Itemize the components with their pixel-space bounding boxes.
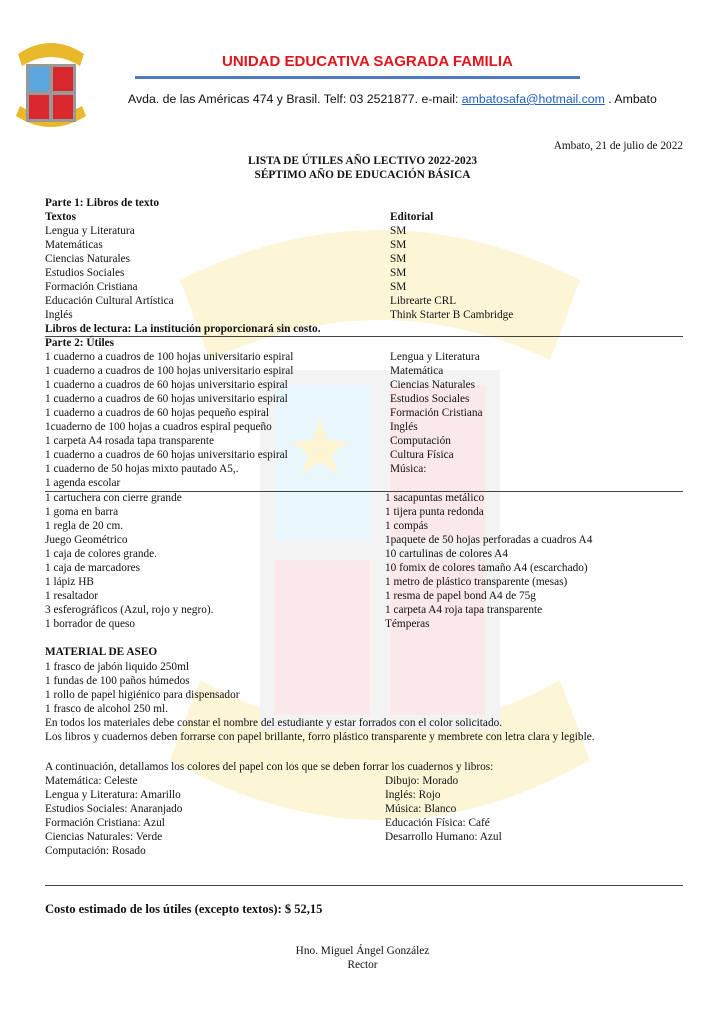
left-text: Los libros y cuadernos deben forrarse con papel brillante, forro plástico transparente y membrete con letra clara y legible.	[45, 731, 595, 743]
left-text: Hno. Miguel Ángel González	[295, 945, 430, 957]
left-text: 1 resaltador	[45, 590, 99, 602]
left-text: 1 fundas de 100 paños húmedos	[45, 675, 190, 687]
table-row	[45, 392, 685, 406]
right-text: 1 sacapuntas metálico	[385, 492, 485, 504]
table-row	[45, 491, 685, 505]
address-line	[128, 92, 657, 106]
right-text: 1 metro de plástico transparente (mesas)	[385, 576, 568, 588]
right-text: Desarrollo Humano: Azul	[385, 831, 502, 843]
left-text: 3 esferográficos (Azul, rojo y negro).	[45, 604, 214, 616]
left-text: 1 cuaderno a cuadros de 60 hojas universitario espiral	[45, 449, 288, 461]
right-text: Música: Blanco	[385, 803, 457, 815]
left-text: Ciencias Naturales	[45, 253, 131, 265]
right-text: Computación	[390, 435, 451, 447]
right-text: 1 compás	[385, 520, 428, 532]
table-row	[45, 462, 685, 476]
left-text: Parte 1: Libros de texto	[45, 197, 159, 209]
table-row	[45, 224, 685, 238]
left-text: 1 cuaderno a cuadros de 100 hojas universitario espiral	[45, 365, 294, 377]
left-text: Inglés	[45, 309, 73, 321]
right-text: Librearte CRL	[390, 295, 457, 307]
table-row	[45, 252, 685, 266]
right-text: SM	[390, 225, 407, 237]
left-text: 1 cuaderno de 50 hojas mixto pautado A5,.	[45, 463, 239, 475]
left-text: Computación: Rosado	[45, 845, 146, 857]
signature-role	[0, 958, 725, 972]
list-item	[45, 674, 685, 688]
left-text: 1 goma en barra	[45, 506, 119, 518]
left-text: Lengua y Literatura	[45, 225, 135, 237]
table-row	[45, 238, 685, 252]
left-text: Formación Cristiana	[45, 281, 138, 293]
table-row	[45, 603, 685, 617]
left-text: Lengua y Literatura: Amarillo	[45, 789, 181, 801]
table-row	[45, 406, 685, 420]
divider	[45, 885, 683, 886]
left-text: 1 cartuchera con cierre grande	[45, 492, 182, 504]
right-text: Formación Cristiana	[390, 407, 483, 419]
left-text: Estudios Sociales	[45, 267, 125, 279]
table-row	[45, 308, 685, 322]
left-text: 1 frasco de jabón liquido 250ml	[45, 661, 190, 673]
table-row	[45, 547, 685, 561]
right-text: Inglés: Rojo	[385, 789, 441, 801]
right-text: Educación Física: Café	[385, 817, 490, 829]
table-row	[45, 476, 685, 490]
right-text: Inglés	[390, 421, 418, 433]
color-row	[45, 774, 685, 788]
left-text: Ciencias Naturales: Verde	[45, 831, 163, 843]
color-row	[45, 844, 685, 858]
right-text: 1 carpeta A4 roja tapa transparente	[385, 604, 543, 616]
right-text: Matemática	[390, 365, 444, 377]
left-text: 1 agenda escolar	[45, 477, 121, 489]
color-row	[45, 816, 685, 830]
left-text: 1 caja de colores grande.	[45, 548, 157, 560]
table-row	[45, 364, 685, 378]
table-row	[45, 294, 685, 308]
table-row	[45, 589, 685, 603]
left-text: 1 cuaderno a cuadros de 100 hojas universitario espiral	[45, 351, 294, 363]
right-text: 1 resma de papel bond A4 de 75g	[385, 590, 536, 602]
table-row	[45, 378, 685, 392]
signature-name	[0, 944, 725, 958]
left-text: En todos los materiales debe constar el nombre del estudiante y estar forrados con el color solicitado.	[45, 717, 503, 729]
left-text: 1 regla de 20 cm.	[45, 520, 124, 532]
left-text: 1cuaderno de 100 hojas a cuadros espiral pequeño	[45, 421, 272, 433]
table-row	[45, 617, 685, 631]
right-text: Lengua y Literatura	[390, 351, 480, 363]
right-text: 10 cartulinas de colores A4	[385, 548, 508, 560]
table-header	[45, 210, 685, 224]
note	[45, 322, 685, 336]
left-text: Juego Geométrico	[45, 534, 128, 546]
left-text: 1 frasco de alcohol 250 ml.	[45, 703, 168, 715]
school-logo	[12, 36, 90, 134]
color-row	[45, 802, 685, 816]
left-text: Costo estimado de los útiles (excepto textos): $ 52,15	[45, 902, 323, 916]
list-item	[45, 702, 685, 716]
section-heading	[45, 196, 685, 210]
table-row	[45, 575, 685, 589]
right-text: 1paquete de 50 hojas perforadas a cuadros A4	[385, 534, 593, 546]
left-text: Rector	[347, 959, 378, 971]
right-text: SM	[390, 239, 407, 251]
table-row	[45, 266, 685, 280]
left-text: Libros de lectura: La institución proporcionará sin costo.	[45, 323, 321, 335]
date: Ambato, 21 de julio de 2022	[553, 140, 683, 152]
list-item	[45, 688, 685, 702]
left-text: Matemáticas	[45, 239, 103, 251]
right-text: Témperas	[385, 618, 430, 630]
right-text: SM	[390, 281, 407, 293]
right-text: Think Starter B Cambridge	[390, 309, 514, 321]
table-row	[45, 533, 685, 547]
left-text: Formación Cristiana: Azul	[45, 817, 165, 829]
color-row	[45, 788, 685, 802]
table-row	[45, 448, 685, 462]
right-text: SM	[390, 267, 407, 279]
left-text: 1 rollo de papel higiénico para dispensador	[45, 689, 240, 701]
right-text: Estudios Sociales	[390, 393, 470, 405]
left-text: Matemática: Celeste	[45, 775, 138, 787]
color-row	[45, 830, 685, 844]
table-row	[45, 505, 685, 519]
school-name: UNIDAD EDUCATIVA SAGRADA FAMILIA	[222, 53, 513, 70]
right-text: 10 fomix de colores tamaño A4 (escarchado)	[385, 562, 588, 574]
list-item	[45, 660, 685, 674]
right-text: Cultura Física	[390, 449, 454, 461]
header-rule	[135, 76, 580, 79]
table-row	[45, 561, 685, 575]
left-text: 1 carpeta A4 rosada tapa transparente	[45, 435, 215, 447]
right-text: Dibujo: Morado	[385, 775, 459, 787]
table-row	[45, 519, 685, 533]
table-row	[45, 434, 685, 448]
note	[45, 716, 685, 730]
table-row	[45, 350, 685, 364]
left-text: 1 caja de marcadores	[45, 562, 141, 574]
left-text: MATERIAL DE ASEO	[45, 646, 158, 658]
left-text: 1 cuaderno a cuadros de 60 hojas universitario espiral	[45, 379, 288, 391]
left-text: A continuación, detallamos los colores del papel con los que se deben forrar los cuadernos y libros:	[45, 761, 494, 773]
table-row	[45, 280, 685, 294]
left-text: Estudios Sociales: Anaranjado	[45, 803, 183, 815]
intro	[45, 760, 685, 774]
title: LISTA DE ÚTILES AÑO LECTIVO 2022-2023	[247, 155, 477, 167]
right-text: 1 tijera punta redonda	[385, 506, 484, 518]
subtitle: SÉPTIMO AÑO DE EDUCACIÓN BÁSICA	[254, 169, 471, 181]
left-text: 1 cuaderno a cuadros de 60 hojas pequeño espiral	[45, 407, 269, 419]
left-text: 1 borrador de queso	[45, 618, 136, 630]
left-text: Textos	[45, 211, 76, 223]
section-heading	[45, 645, 685, 659]
right-text: Editorial	[390, 211, 434, 223]
left-text: 1 cuaderno a cuadros de 60 hojas universitario espiral	[45, 393, 288, 405]
note	[45, 730, 685, 744]
right-text: Música:	[390, 463, 427, 475]
left-text: 1 lápiz HB	[45, 576, 94, 588]
city: . Ambato	[604, 92, 657, 106]
section-heading	[45, 336, 685, 350]
left-text: Parte 2: Útiles	[45, 337, 115, 349]
right-text: Ciencias Naturales	[390, 379, 476, 391]
email-link[interactable]: ambatosafa@hotmail.com	[461, 92, 605, 106]
left-text: Educación Cultural Artística	[45, 295, 174, 307]
address: Avda. de las Américas 474 y Brasil. Telf: 03 2521877. e-mail:	[128, 92, 462, 106]
table-row	[45, 420, 685, 434]
right-text: SM	[390, 253, 407, 265]
estimated-cost	[45, 902, 685, 916]
